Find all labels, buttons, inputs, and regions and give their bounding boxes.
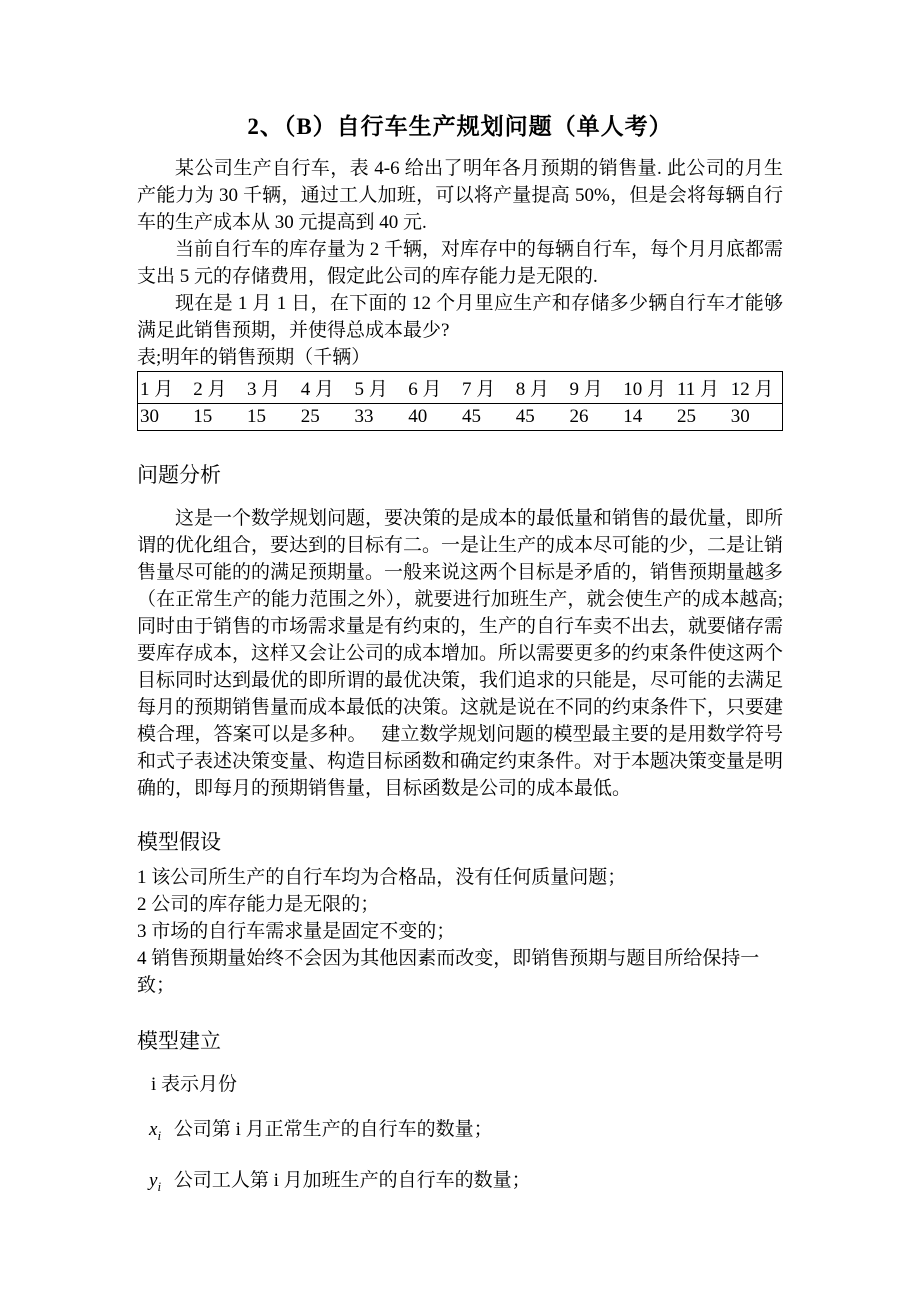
variable-definition-y	[137, 1167, 783, 1200]
assumption-item-2: 2 公司的库存能力是无限的；	[137, 894, 380, 915]
assumption-item-1: 1 该公司所生产的自行车均为合格品，没有任何质量问题；	[137, 867, 627, 888]
variable-definition-x	[137, 1116, 783, 1149]
sales-value: 26	[569, 406, 589, 427]
sales-value: 30	[730, 406, 750, 427]
month-header: 11 月	[675, 372, 729, 404]
analysis-section-heading: 问题分析	[137, 463, 221, 487]
document-title: 2、（B）自行车生产规划问题（单人考）	[247, 114, 673, 139]
intro-paragraph-1: 某公司生产自行车，表 4-6 给出了明年各月预期的销售量. 此公司的月生产能力为 30 千辆，通过工人加班，可以将产量提高 50%，但是会将每辆自行车的生产成本从 30 元提高到 40 元.	[137, 158, 783, 233]
sales-value: 15	[247, 406, 266, 427]
month-header: 3 月	[245, 372, 299, 404]
math-variable-y: $y_i$	[149, 1169, 162, 1194]
index-definition: i 表示月份	[151, 1074, 238, 1095]
sales-value: 15	[193, 406, 213, 427]
table-values-row	[138, 404, 783, 431]
assumption-item-3: 3 市场的自行车需求量是固定不变的；	[137, 921, 456, 942]
month-header: 12 月	[729, 372, 783, 404]
month-header: 6 月	[406, 372, 460, 404]
table-header-row	[138, 372, 783, 404]
assumption-item-4: 4 销售预期量始终不会因为其他因素而改变，即销售预期与题目所给保持一致；	[137, 948, 760, 996]
variable-definition-text: 公司第 i 月正常生产的自行车的数量；	[173, 1119, 493, 1140]
month-header: 7 月	[460, 372, 514, 404]
sales-value: 45	[515, 406, 535, 427]
analysis-paragraph: 这是一个数学规划问题，要决策的是成本的最低量和销售的最优量，即所谓的优化组合，要达到的目标有二。一是让生产的成本尽可能的少，二是让销售量尽可能的的满足预期量。一般来说这两个目标是矛盾的，销售预期量越多（在正常生产的能力范围之外），就要进行加班生产，就会使生产的成本越高; 同时由于销售的市场需求量是有约束的，生产的自行车卖不出去，就要储存需要库存成本，这样又会让公司的成本增加。所以需要更多的约束条件使这两个目标同时达到最优的即所谓的最优决策，我们追求的只能是，尽可能的去满足每月的预期销售量而成本最低的决策。这就是说在不同的约束条件下，只要建模合理，答案可以是多种。 建立数学规划问题的模型最主要的是用数学符号和式子表述决策变量、构造目标函数和确定约束条件。对于本题决策变量是明确的，即每月的预期销售量，目标函数是公司的成本最低。	[137, 508, 784, 799]
sales-value: 14	[623, 406, 643, 427]
sales-value: 25	[677, 406, 696, 427]
sales-value: 25	[300, 406, 320, 427]
table-caption: 表;明年的销售预期（千辆）	[137, 347, 371, 368]
month-header: 2 月	[191, 372, 245, 404]
sales-forecast-table	[137, 371, 783, 431]
month-header: 1 月	[138, 372, 192, 404]
variable-definition-text: 公司工人第 i 月加班生产的自行车的数量；	[173, 1169, 531, 1191]
sales-value: 45	[462, 406, 481, 427]
assumptions-section-heading: 模型假设	[137, 830, 221, 854]
model-section-heading: 模型建立	[137, 1029, 221, 1053]
month-header: 10 月	[621, 372, 675, 404]
math-variable-x: $x_i$	[149, 1119, 162, 1143]
sales-value: 33	[354, 406, 374, 427]
intro-paragraph-2: 当前自行车的库存量为 2 千辆，对库存中的每辆自行车，每个月月底都需支出 5 元的存储费用，假定此公司的库存能力是无限的.	[137, 239, 784, 287]
intro-paragraph-3: 现在是 1 月 1 日，在下面的 12 个月里应生产和存储多少辆自行车才能够满足此销售预期，并使得总成本最少?	[137, 293, 783, 341]
month-header: 9 月	[568, 372, 622, 404]
month-header: 4 月	[299, 372, 353, 404]
month-header: 5 月	[353, 372, 407, 404]
month-header: 8 月	[514, 372, 568, 404]
sales-value: 30	[140, 406, 159, 427]
sales-value: 40	[408, 406, 428, 427]
